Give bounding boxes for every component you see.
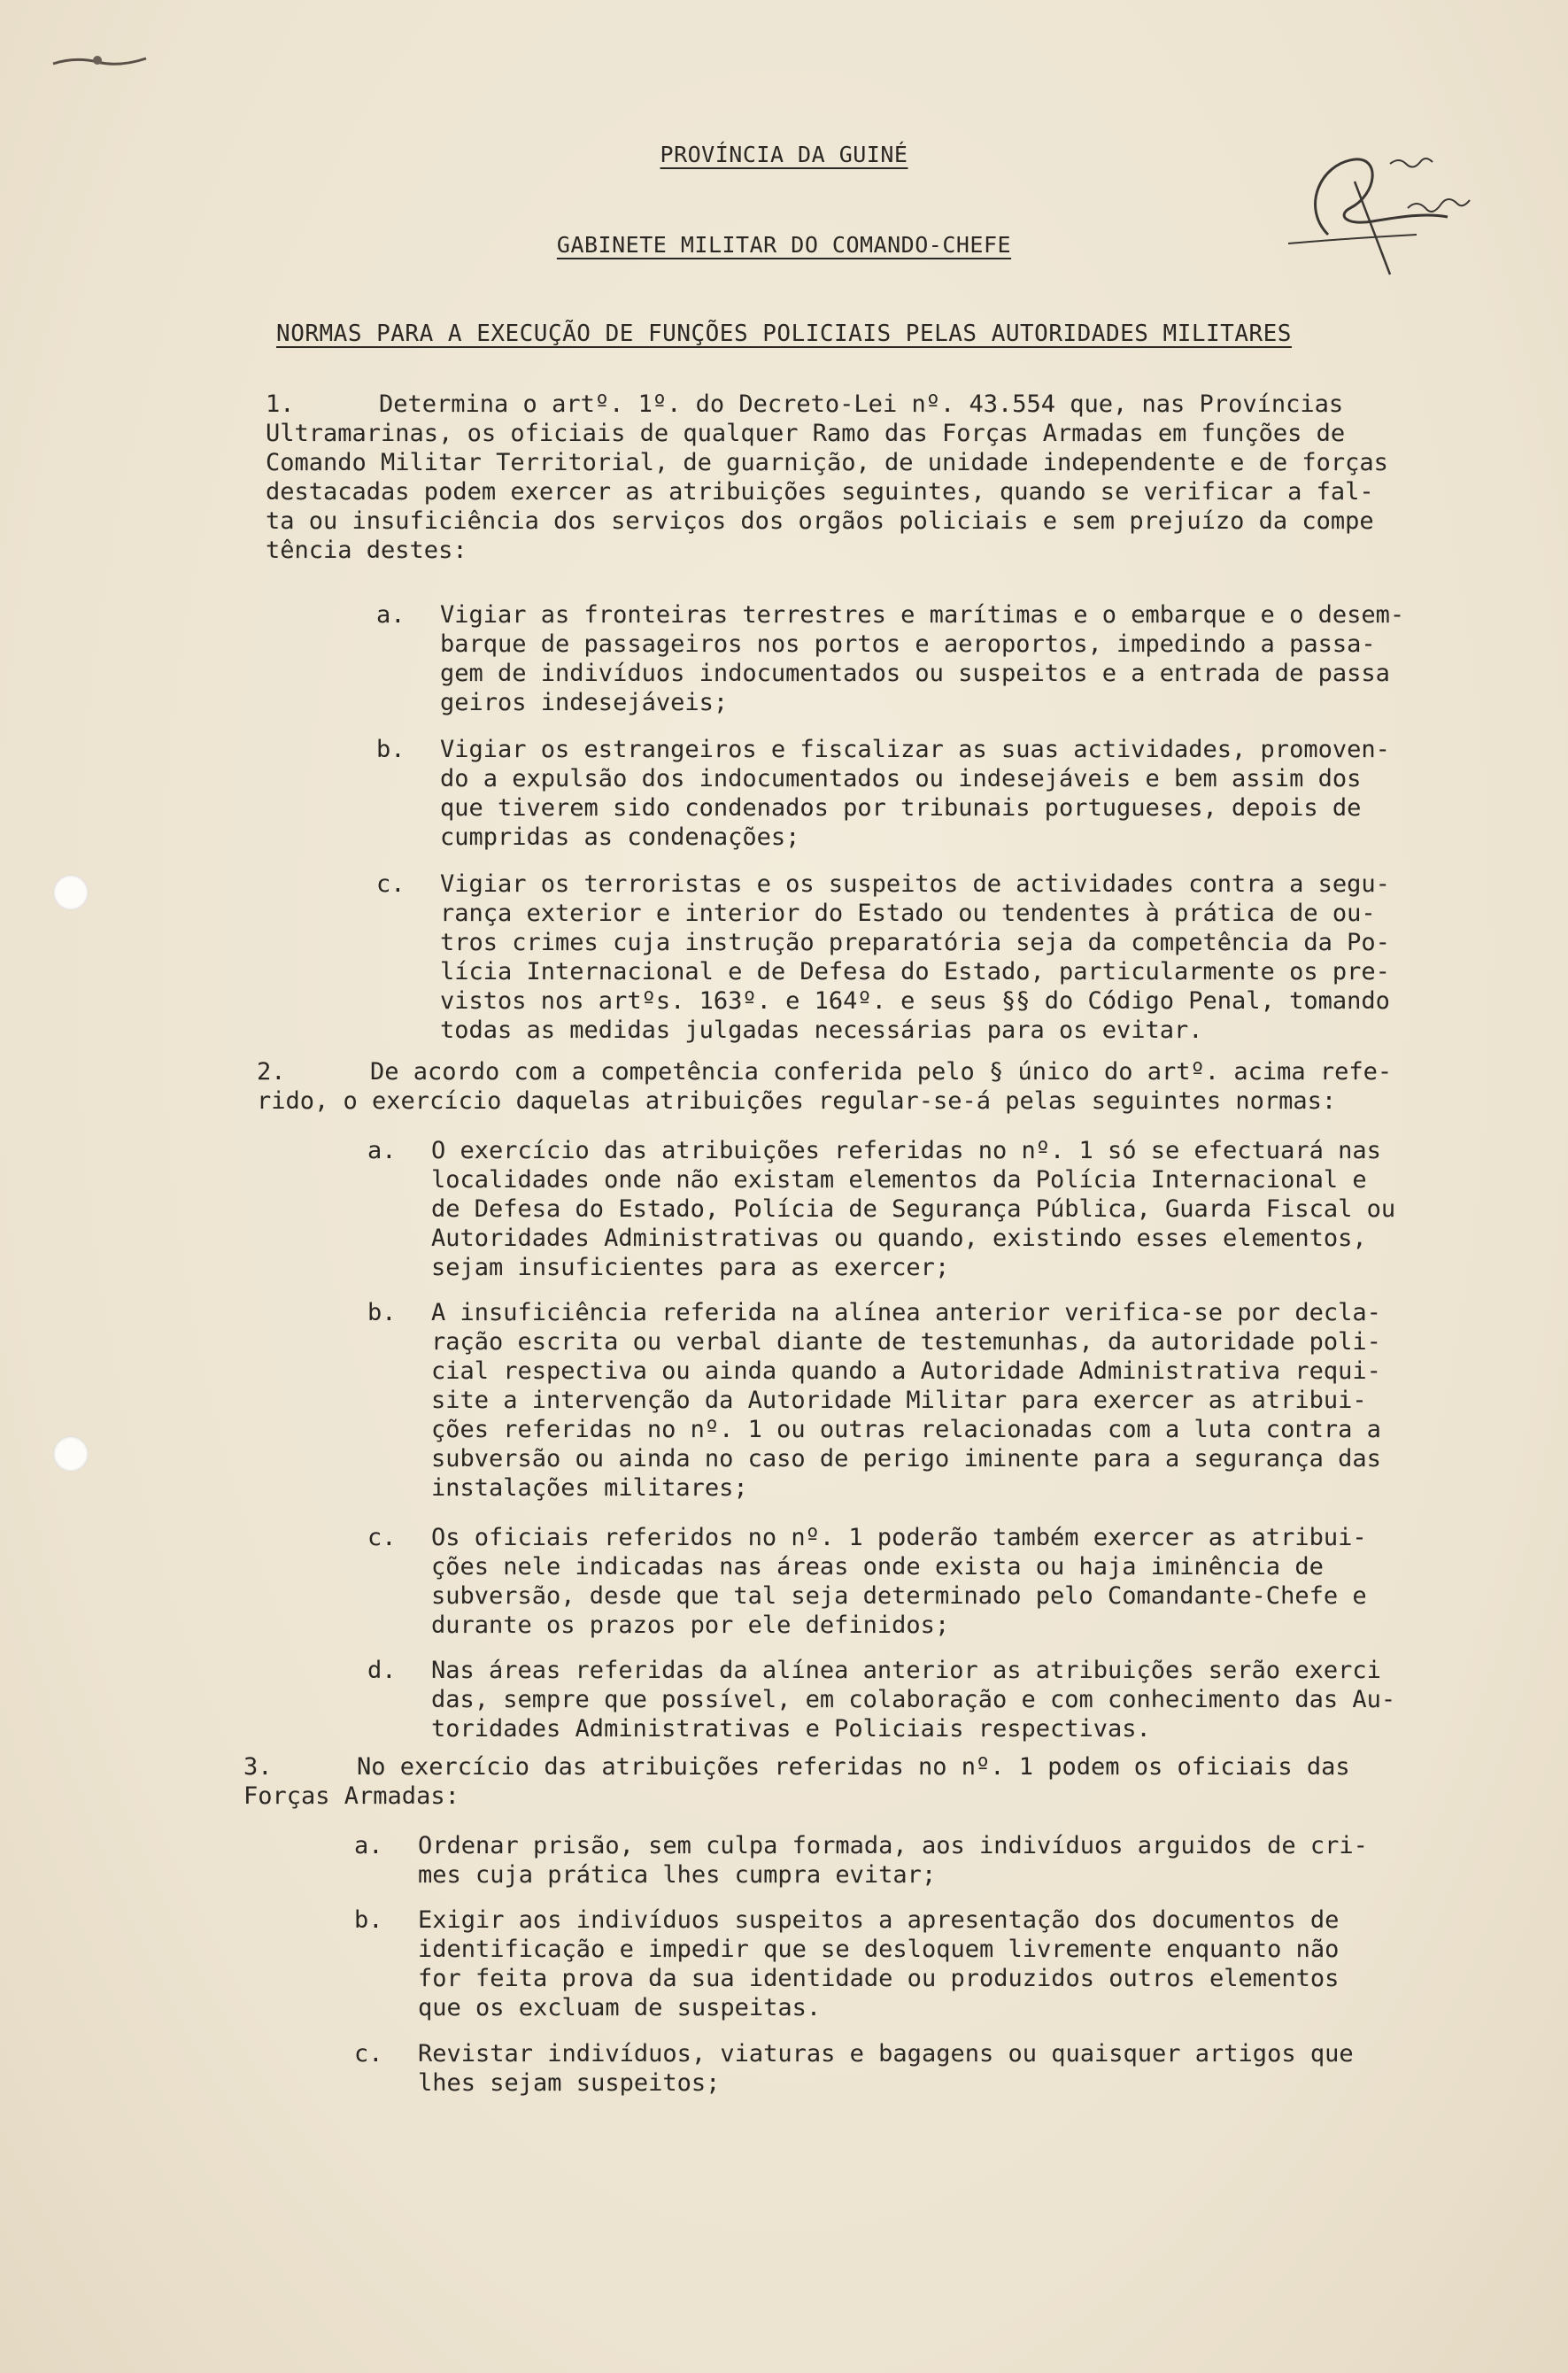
section-paragraph: [266, 390, 1388, 565]
section-paragraph: [257, 1057, 1392, 1116]
item-paragraph: [418, 2039, 1354, 2098]
text-line: lhes sejam suspeitos;: [418, 2069, 721, 2097]
text-line: O exercício das atribuições referidas no nº. 1 só se efectuará nas: [431, 1137, 1381, 1164]
province-heading: PROVÍNCIA DA GUINÉ: [660, 142, 908, 167]
punch-hole-top: [53, 875, 89, 910]
text-line: Comando Militar Territorial, de guarnição, de unidade independente e de forças: [266, 449, 1388, 476]
item-label: c.: [367, 1524, 397, 1551]
text-line: Forças Armadas:: [243, 1782, 460, 1810]
text-line: Determina o artº. 1º. do Decreto-Lei nº. 43.554 que, nas Províncias: [379, 390, 1344, 418]
text-line: identificação e impedir que se desloquem livremente enquanto não: [418, 1936, 1340, 1963]
text-line: sejam insuficientes para as exercer;: [431, 1254, 950, 1281]
text-line: subversão ou ainda no caso de perigo iminente para a segurança das: [431, 1445, 1381, 1472]
text-line: gem de indivíduos indocumentados ou suspeitos e a entrada de passa: [440, 660, 1390, 687]
text-line: durante os prazos por ele definidos;: [431, 1612, 950, 1639]
text-line: vistos nos artºs. 163º. e 164º. e seus §§ do Código Penal, tomando: [440, 987, 1390, 1015]
text-line: No exercício das atribuições referidas no nº. 1 podem os oficiais das: [357, 1753, 1350, 1781]
text-line: De acordo com a competência conferida pelo § único do artº. acima refe-: [370, 1058, 1393, 1086]
text-line: Autoridades Administrativas ou quando, existindo esses elementos,: [431, 1225, 1367, 1252]
text-line: rido, o exercício daquelas atribuições regular-se-á pelas seguintes normas:: [257, 1087, 1337, 1115]
text-line: Vigiar os terroristas e os suspeitos de actividades contra a segu-: [440, 870, 1390, 898]
text-line: Exigir aos indivíduos suspeitos a apresentação dos documentos de: [418, 1906, 1340, 1934]
text-line: tência destes:: [266, 537, 467, 564]
text-line: do a expulsão dos indocumentados ou indesejáveis e bem assim dos: [440, 765, 1362, 792]
text-line: for feita prova da sua identidade ou produzidos outros elementos: [418, 1965, 1340, 1992]
item-label: c.: [354, 2040, 383, 2068]
text-line: instalações militares;: [431, 1474, 748, 1502]
item-paragraph: [440, 600, 1404, 717]
cabinet-heading: GABINETE MILITAR DO COMANDO-CHEFE: [556, 232, 1012, 258]
document-title: NORMAS PARA A EXECUÇÃO DE FUNÇÕES POLICIAIS PELAS AUTORIDADES MILITARES: [276, 321, 1292, 347]
text-line: que tiverem sido condenados por tribunais portugueses, depois de: [440, 794, 1362, 822]
ink-smudge-mark: [49, 44, 155, 80]
text-line: ta ou insuficiência dos serviços dos orgãos policiais e sem prejuízo da compe: [266, 507, 1374, 535]
text-line: que os excluam de suspeitas.: [418, 1994, 822, 2021]
item-label: b.: [376, 736, 406, 763]
item-paragraph: [431, 1298, 1381, 1503]
item-label: d.: [367, 1657, 397, 1684]
section-paragraph: [243, 1752, 1350, 1811]
item-paragraph: [431, 1656, 1395, 1743]
text-line: cial respectiva ou ainda quando a Autoridade Administrativa requi-: [431, 1357, 1381, 1385]
text-line: lícia Internacional e de Defesa do Estado, particularmente os pre-: [440, 958, 1390, 986]
text-line: geiros indesejáveis;: [440, 689, 729, 716]
text-line: rança exterior e interior do Estado ou tendentes à prática de ou-: [440, 900, 1376, 927]
text-line: barque de passageiros nos portos e aeroportos, impedindo a passa-: [440, 630, 1376, 658]
item-label: b.: [354, 1906, 383, 1934]
text-line: localidades onde não existam elementos da Polícia Internacional e: [431, 1166, 1367, 1194]
text-line: Vigiar as fronteiras terrestres e marítimas e o embarque e o desem-: [440, 601, 1405, 629]
item-label: a.: [367, 1137, 397, 1164]
text-line: das, sempre que possível, em colaboração e com conhecimento das Au-: [431, 1686, 1396, 1713]
item-label: b.: [367, 1299, 397, 1326]
item-paragraph: [440, 870, 1390, 1045]
item-label: a.: [376, 601, 406, 629]
text-line: Nas áreas referidas da alínea anterior as atribuições serão exerci: [431, 1657, 1381, 1684]
item-paragraph: [440, 735, 1390, 852]
text-line: Revistar indivíduos, viaturas e bagagens ou quaisquer artigos que: [418, 2040, 1354, 2068]
section-number: 1.: [266, 390, 295, 418]
text-line: de Defesa do Estado, Polícia de Segurança Pública, Guarda Fiscal ou: [431, 1195, 1396, 1223]
item-paragraph: [418, 1905, 1339, 2022]
text-line: Ordenar prisão, sem culpa formada, aos indivíduos arguidos de cri-: [418, 1832, 1368, 1859]
text-line: site a intervenção da Autoridade Militar para exercer as atribui-: [431, 1387, 1367, 1414]
item-label: c.: [376, 870, 406, 898]
section-number: 2.: [257, 1058, 286, 1086]
text-line: toridades Administrativas e Policiais respectivas.: [431, 1715, 1151, 1743]
text-line: mes cuja prática lhes cumpra evitar;: [418, 1861, 937, 1889]
item-paragraph: [431, 1136, 1395, 1282]
text-line: ções referidas no nº. 1 ou outras relacionadas com a luta contra a: [431, 1416, 1381, 1443]
text-line: A insuficiência referida na alínea anterior verifica-se por decla-: [431, 1299, 1381, 1326]
item-paragraph: [418, 1831, 1368, 1890]
punch-hole-bottom: [53, 1436, 89, 1472]
text-line: todas as medidas julgadas necessárias para os evitar.: [440, 1016, 1203, 1044]
section-number: 3.: [243, 1753, 273, 1781]
text-line: Ultramarinas, os oficiais de qualquer Ramo das Forças Armadas em funções de: [266, 420, 1346, 447]
text-line: subversão, desde que tal seja determinado pelo Comandante-Chefe e: [431, 1582, 1367, 1610]
item-paragraph: [431, 1523, 1367, 1640]
text-line: ções nele indicadas nas áreas onde exista ou haja iminência de: [431, 1553, 1324, 1581]
item-label: a.: [354, 1832, 383, 1859]
text-line: ração escrita ou verbal diante de testemunhas, da autoridade poli-: [431, 1328, 1381, 1356]
text-line: Os oficiais referidos no nº. 1 poderão também exercer as atribui-: [431, 1524, 1367, 1551]
text-line: tros crimes cuja instrução preparatória seja da competência da Po-: [440, 929, 1390, 956]
text-line: destacadas podem exercer as atribuições seguintes, quando se verificar a fal-: [266, 478, 1374, 506]
text-line: cumpridas as condenações;: [440, 823, 800, 851]
text-line: Vigiar os estrangeiros e fiscalizar as suas actividades, promoven-: [440, 736, 1390, 763]
